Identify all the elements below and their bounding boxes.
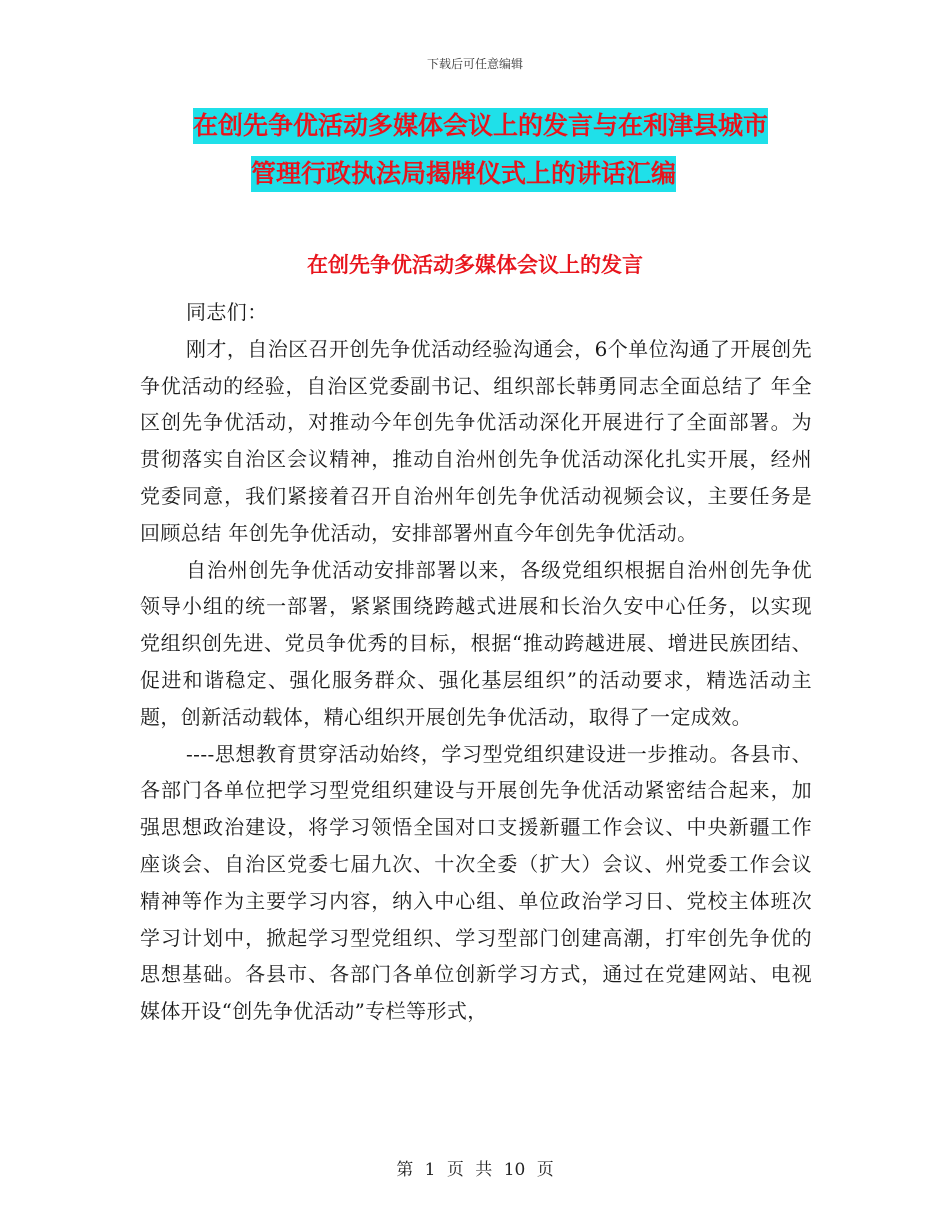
title-line-1: 在创先争优活动多媒体会议上的发言与在利津县城市: [193, 108, 768, 144]
paragraph: 刚才，自治区召开创先争优活动经验沟通会，6个单位沟通了开展创先争优活动的经验，自治区党委副书记、组织部长韩勇同志全面总结了 年全区创先争优活动，对推动今年创先争优活动深化开展进行了全面部署。为贯彻落实自治区会议精神，推动自治州创先争优活动深化扎实开展，经州党委同意，我们紧接着召开自治州年创先争优活动视频会议，主要任务是回顾总结 年创先争优活动，安排部署州直今年创先争优活动。: [140, 336, 812, 545]
paragraph: 自治州创先争优活动安排部署以来，各级党组织根据自治州创先争优领导小组的统一部署，紧紧围绕跨越式进展和长治久安中心任务，以实现党组织创先进、党员争优秀的目标，根据“推动跨越进展、增进民族团结、促进和谐稳定、强化服务群众、强化基层组织”的活动要求，精选活动主题，创新活动载体，精心组织开展创先争优活动，取得了一定成效。: [140, 557, 812, 729]
document-body: [140, 294, 812, 1030]
header-note: 下载后可任意编辑: [426, 57, 523, 71]
section-heading: 在创先争优活动多媒体会议上的发言: [307, 253, 643, 277]
paragraph-greeting: 同志们：: [186, 300, 268, 324]
title-line-2: 管理行政执法局揭牌仪式上的讲话汇编: [251, 156, 676, 192]
paragraph: ----思想教育贯穿活动始终，学习型党组织建设进一步推动。各县市、各部门各单位把学习型党组织建设与开展创先争优活动紧密结合起来，加强思想政治建设，将学习领悟全国对口支援新疆工作会议、中央新疆工作座谈会、自治区党委七届九次、十次全委（扩大）会议、州党委工作会议精神等作为主要学习内容，纳入中心组、单位政治学习日、党校主体班次学习计划中，掀起学习型党组织、学习型部门创建高潮，打牢创先争优的思想基础。各县市、各部门各单位创新学习方式，通过在党建网站、电视媒体开设“创先争优活动”专栏等形式，: [140, 741, 812, 1024]
page-footer: 第 1 页 共 10 页: [396, 1160, 554, 1180]
